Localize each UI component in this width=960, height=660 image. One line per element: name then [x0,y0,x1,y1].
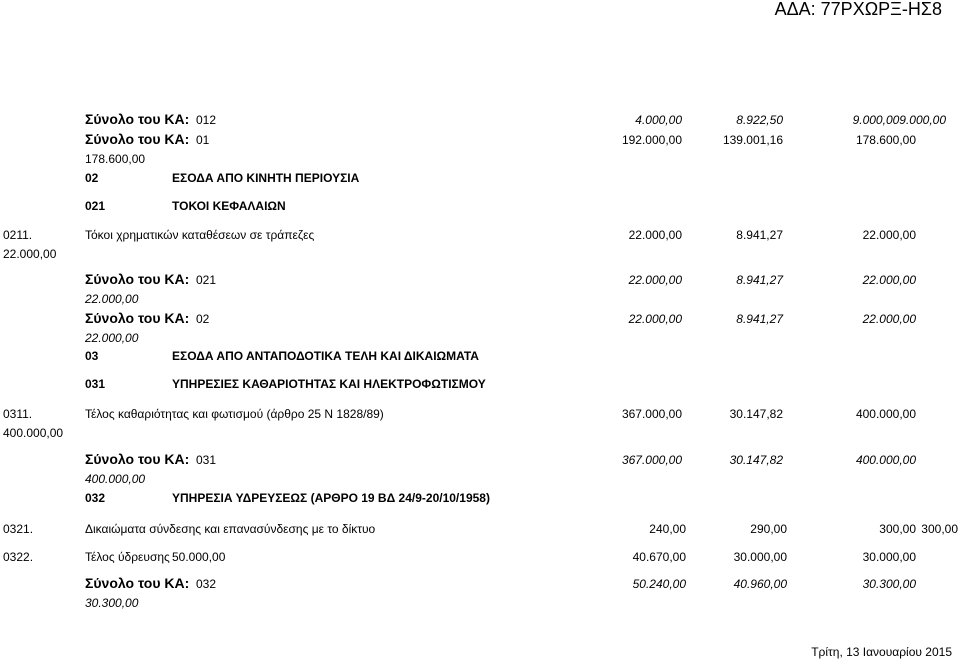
total-value-4: 400.000,00 [85,472,146,486]
total-value-2: 8.941,27 [736,273,783,287]
item-code: 0322. [3,550,34,564]
item-value-1: 22.000,00 [628,228,682,242]
item-value-4: 400.000,00 [3,426,64,440]
total-value-1: 22.000,00 [628,273,682,287]
total-value-3: 9.000,009.000,00 [852,113,946,127]
total-value-3: 22.000,00 [862,273,916,287]
item-value-2: 30.147,82 [729,407,783,421]
item-code: 0321. [3,522,34,536]
total-value-2: 8.941,27 [736,312,783,326]
total-value-4: 30.300,00 [85,596,139,610]
total-code: 02 [196,312,210,326]
heading-title: ΥΠΗΡΕΣΙΕΣ ΚΑΘΑΡΙΟΤΗΤΑΣ ΚΑΙ ΗΛΕΚΤΡΟΦΩΤΙΣΜΟΥ [172,377,486,391]
heading-code: 03 [85,349,99,363]
total-code: 012 [196,113,217,127]
total-value-2: 139.001,16 [722,133,783,147]
item-description: Τέλος ύδρευσης [85,550,170,564]
total-value-1: 192.000,00 [621,133,682,147]
total-value-1: 4.000,00 [635,113,682,127]
item-value-3: 22.000,00 [862,228,916,242]
item-value-1: 240,00 [649,522,686,536]
item-value-3: 30.000,00 [862,550,916,564]
total-label: Σύνολο του ΚΑ: [85,575,190,591]
total-code: 031 [196,453,217,467]
total-code: 021 [196,273,217,287]
item-code: 0311. [3,407,33,421]
item-value-2: 8.941,27 [736,228,783,242]
total-value-2: 40.960,00 [733,577,787,591]
item-code: 0211. [3,228,33,242]
total-code: 032 [196,577,217,591]
item-value-4: 22.000,00 [3,247,57,261]
heading-title: ΕΣΟΔΑ ΑΠΟ ΚΙΝΗΤΗ ΠΕΡΙΟΥΣΙΑ [172,171,360,185]
item-value-3: 300,00 [879,522,916,536]
heading-code: 02 [85,171,99,185]
item-value-0: 50.000,00 [172,550,226,564]
total-value-3: 30.300,00 [862,577,916,591]
item-value-1: 367.000,00 [621,407,682,421]
ada-code: ΑΔΑ: 77ΡΧΩΡΞ-ΗΣ8 [774,0,942,19]
total-value-3: 178.600,00 [855,133,916,147]
total-value-2: 30.147,82 [729,453,783,467]
footer-date: Τρίτη, 13 Ιανουαρίου 2015 [811,645,952,659]
total-value-4: 22.000,00 [85,292,139,306]
item-value-1: 40.670,00 [632,550,686,564]
heading-code: 021 [85,199,106,213]
total-value-3: 400.000,00 [855,453,916,467]
total-value-4: 22.000,00 [85,331,139,345]
total-code: 01 [196,133,210,147]
total-value-3: 22.000,00 [862,312,916,326]
total-value-1: 22.000,00 [628,312,682,326]
total-value-1: 367.000,00 [621,453,682,467]
item-description: Δικαιώματα σύνδεσης και επανασύνδεσης με το δίκτυο [85,522,376,536]
heading-code: 032 [85,491,106,505]
total-label: Σύνολο του ΚΑ: [85,111,190,127]
item-value-4: 300,00 [921,522,958,536]
total-label: Σύνολο του ΚΑ: [85,131,190,147]
heading-title: ΤΟΚΟΙ ΚΕΦΑΛΑΙΩΝ [172,199,286,213]
item-value-2: 30.000,00 [733,550,787,564]
total-value-2: 8.922,50 [736,113,783,127]
total-label: Σύνολο του ΚΑ: [85,310,190,326]
item-value-2: 290,00 [750,522,787,536]
total-value-4: 178.600,00 [85,152,146,166]
heading-title: ΥΠΗΡΕΣΙΑ ΥΔΡΕΥΣΕΩΣ (ΑΡΘΡΟ 19 ΒΔ 24/9-20/10/1958) [172,491,490,505]
heading-code: 031 [85,377,106,391]
item-description: Τόκοι χρηματικών καταθέσεων σε τράπεζες [85,228,315,242]
total-label: Σύνολο του ΚΑ: [85,271,190,287]
heading-title: ΕΣΟΔΑ ΑΠΟ ΑΝΤΑΠΟΔΟΤΙΚΑ ΤΕΛΗ ΚΑΙ ΔΙΚΑΙΩΜΑΤΑ [172,349,479,363]
total-value-1: 50.240,00 [632,577,686,591]
total-label: Σύνολο του ΚΑ: [85,451,190,467]
item-value-3: 400.000,00 [855,407,916,421]
item-description: Τέλος καθαριότητας και φωτισμού (άρθρο 25 Ν 1828/89) [85,407,384,421]
